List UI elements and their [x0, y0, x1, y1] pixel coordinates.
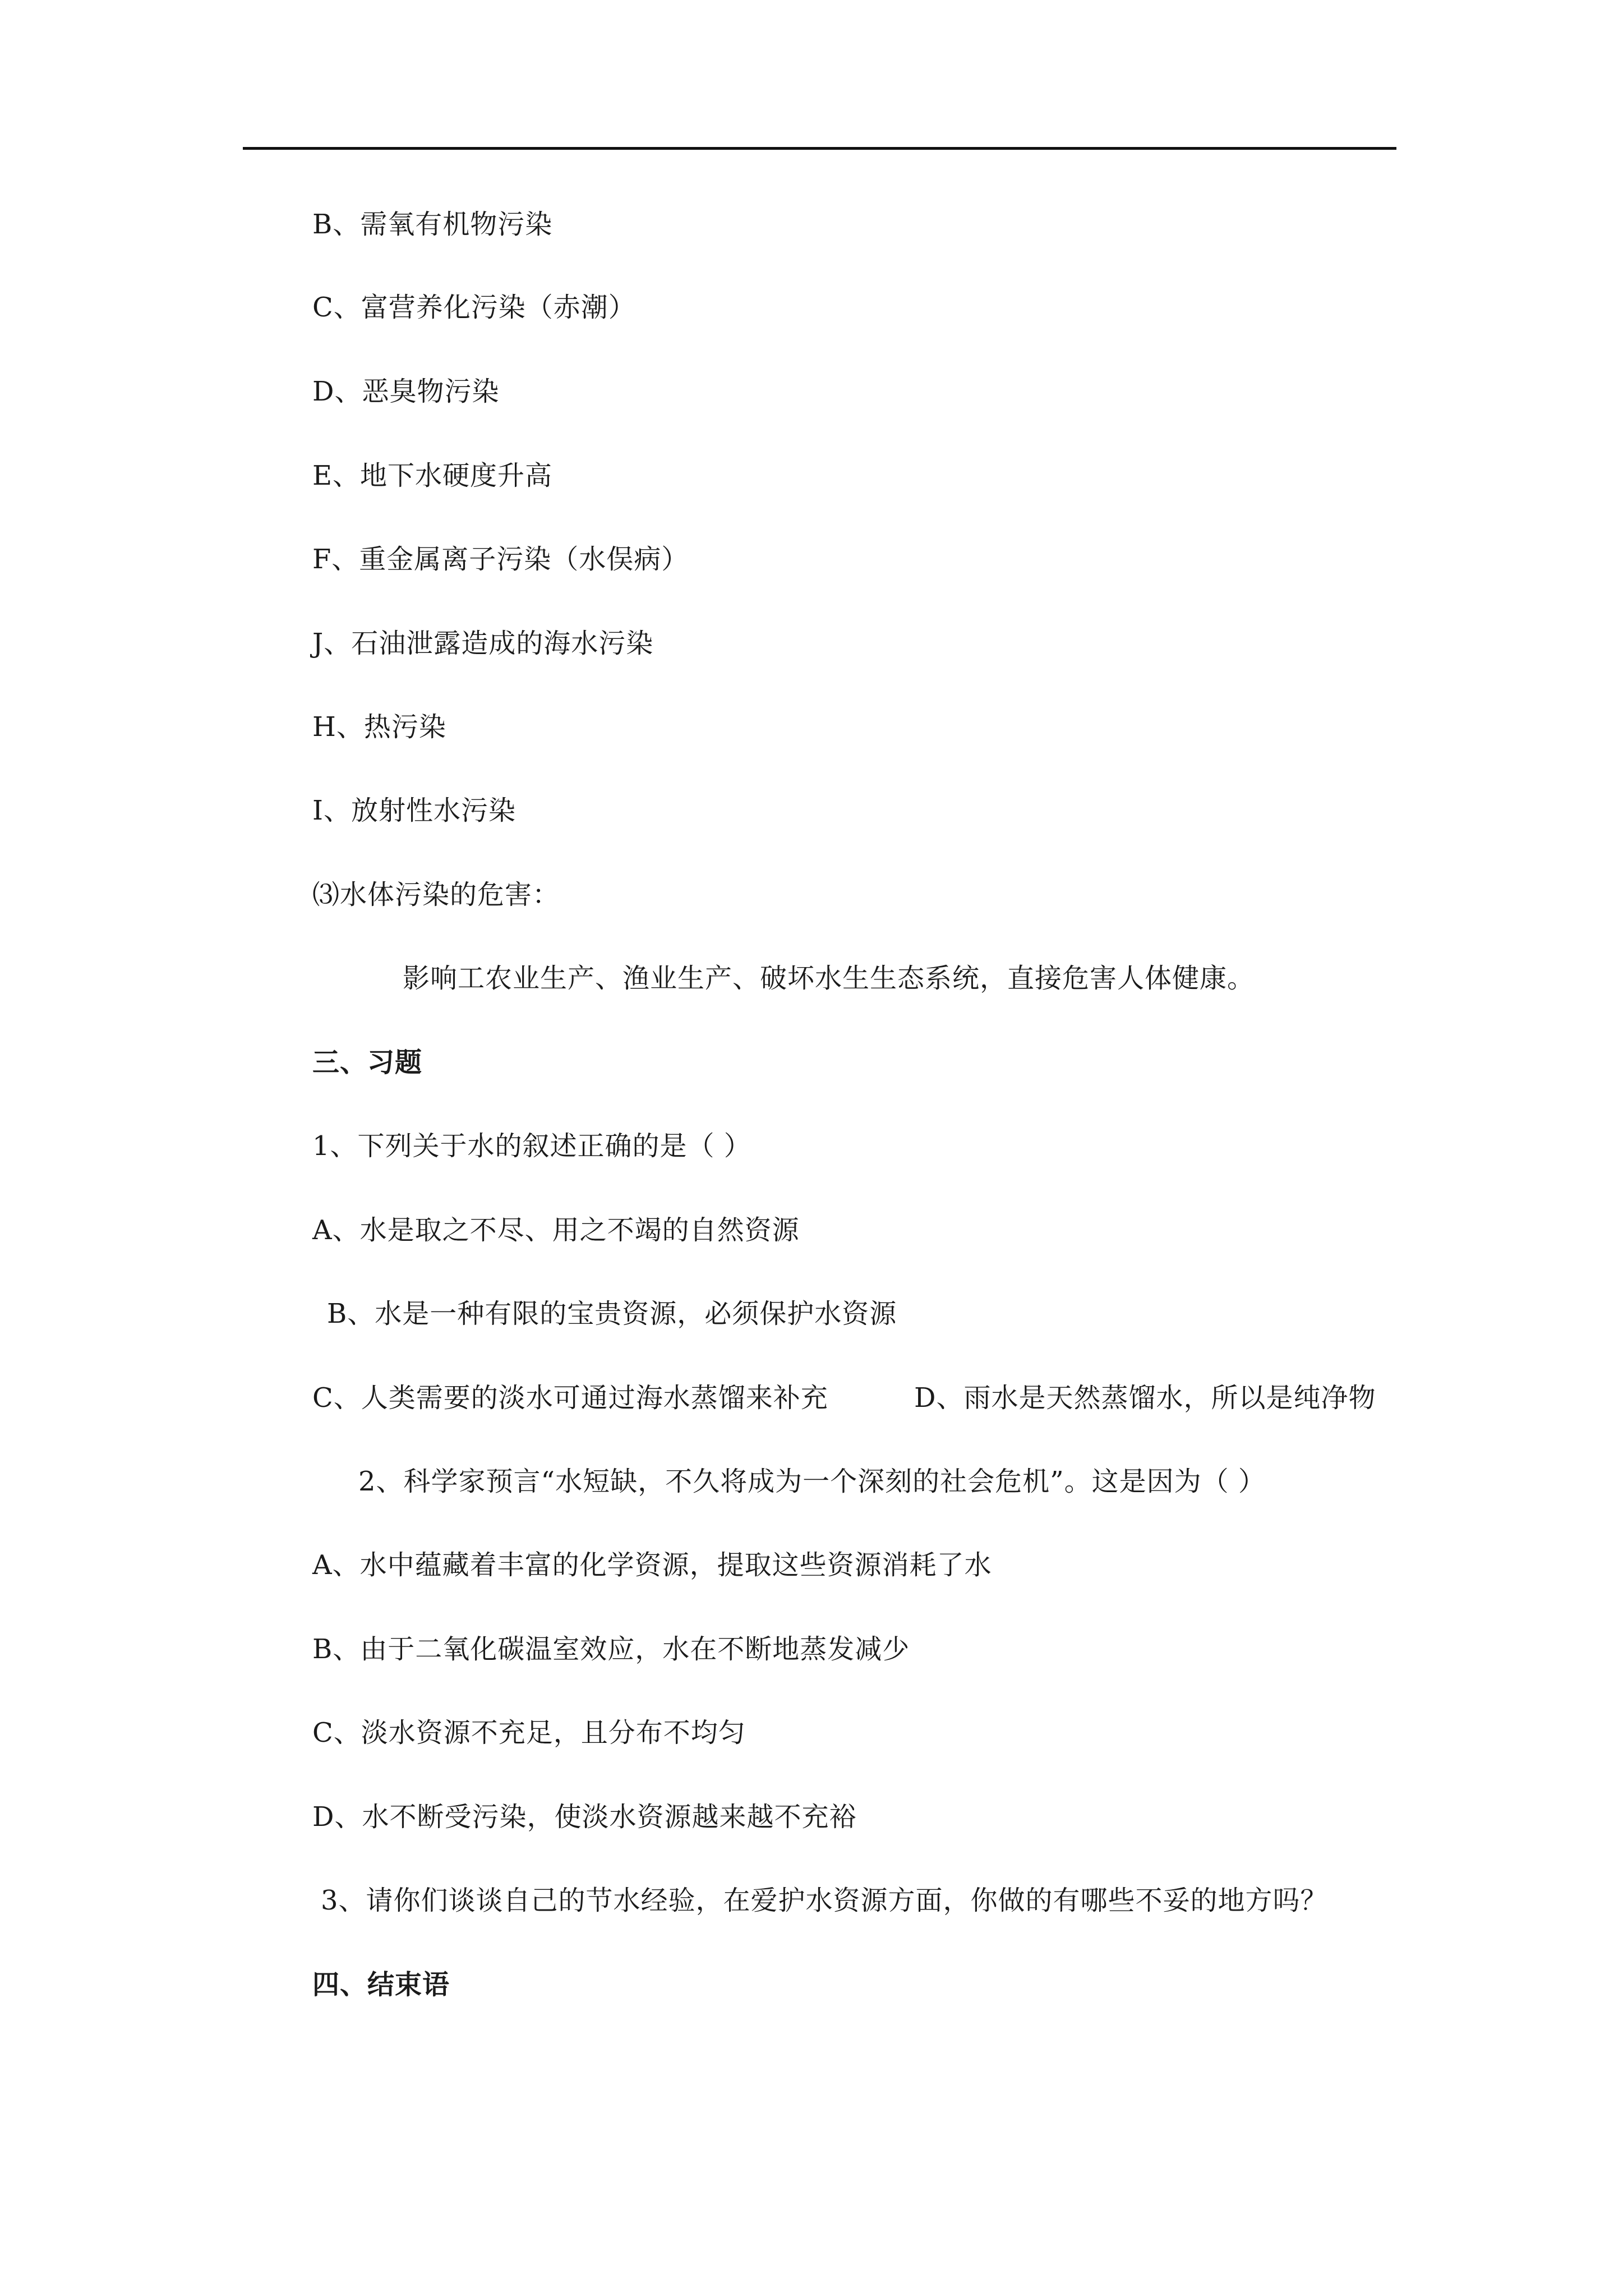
subheading-pollution-harm: ⑶水体污染的危害： — [312, 879, 560, 910]
option-b-aerobic-organic: B、需氧有机物污染 — [312, 209, 553, 240]
question-2-option-c: C、淡水资源不充足，且分布不均匀 — [312, 1717, 746, 1749]
section-heading-exercises: 三、习题 — [312, 1047, 423, 1078]
question-2-option-a: A、水中蕴藏着丰富的化学资源，提取这些资源消耗了水 — [312, 1549, 992, 1581]
question-1-option-b: B、水是一种有限的宝贵资源，必须保护水资源 — [327, 1298, 897, 1329]
question-1: 1、下列关于水的叙述正确的是（ ） — [312, 1130, 751, 1162]
option-e-groundwater-hardness: E、地下水硬度升高 — [312, 460, 553, 491]
question-1-option-c: C、人类需要的淡水可通过海水蒸馏来补充 — [312, 1382, 828, 1414]
option-h-thermal: H、热污染 — [312, 711, 446, 743]
question-2-option-b: B、由于二氧化碳温室效应，水在不断地蒸发减少 — [312, 1634, 910, 1665]
question-2-option-d: D、水不断受污染，使淡水资源越来越不充裕 — [312, 1801, 857, 1833]
option-c-eutrophication: C、富营养化污染（赤潮） — [312, 292, 636, 323]
header-rule — [243, 147, 1396, 150]
option-f-heavy-metal: F、重金属离子污染（水俣病） — [312, 544, 689, 575]
option-i-radioactive: I、放射性水污染 — [312, 795, 516, 826]
option-d-odor-pollution: D、恶臭物污染 — [312, 376, 500, 407]
option-j-oil-spill: J、石油泄露造成的海水污染 — [312, 628, 654, 659]
question-3: 3、请你们谈谈自己的节水经验，在爱护水资源方面，你做的有哪些不妥的地方吗？ — [321, 1885, 1328, 1916]
pollution-harm-text: 影响工农业生产、渔业生产、破坏水生生态系统，直接危害人体健康。 — [403, 963, 1255, 994]
question-1-option-d: D、雨水是天然蒸馏水，所以是纯净物 — [914, 1382, 1376, 1414]
question-1-option-a: A、水是取之不尽、用之不竭的自然资源 — [312, 1214, 800, 1246]
section-heading-conclusion: 四、结束语 — [312, 1969, 450, 2000]
question-2: 2、科学家预言“水短缺，不久将成为一个深刻的社会危机”。这是因为（ ） — [358, 1466, 1266, 1497]
